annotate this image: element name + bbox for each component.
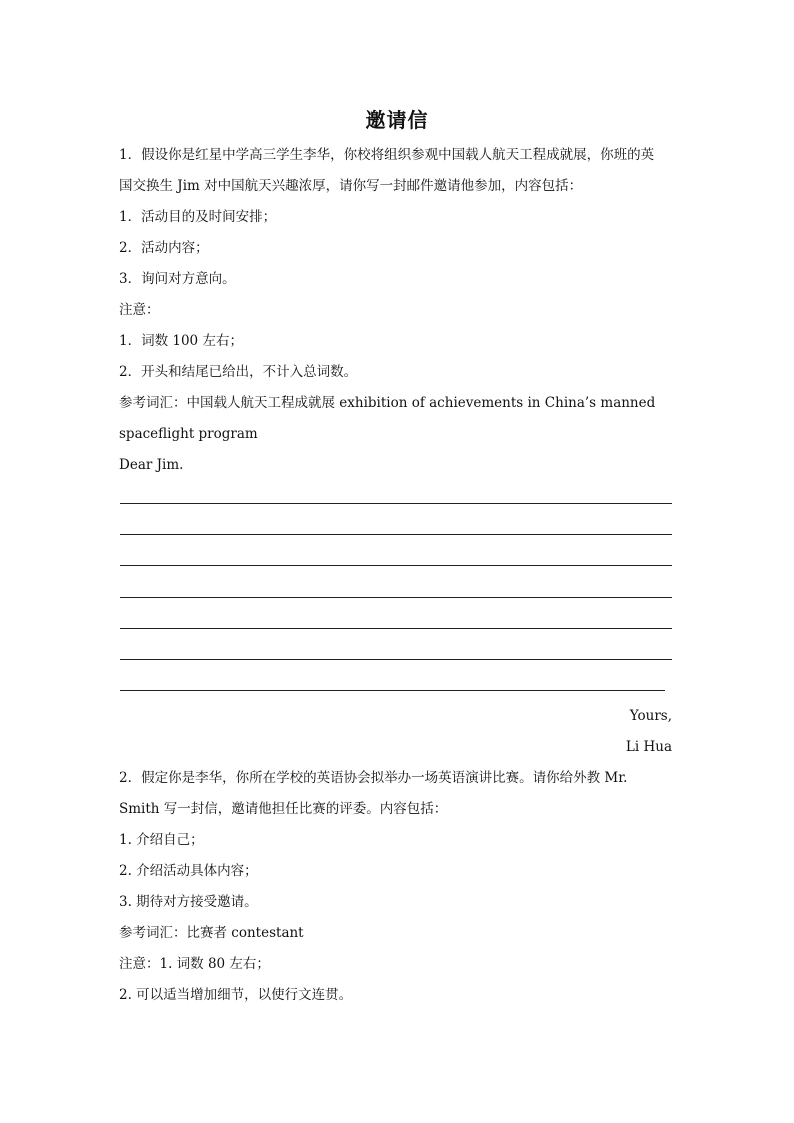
q1-item-3: 3．询问对方意向。 <box>119 271 236 287</box>
q1-notes-heading: 注意： <box>119 302 160 318</box>
q1-note-2: 2．开头和结尾已给出，不计入总词数。 <box>119 364 358 380</box>
writing-line <box>120 597 672 598</box>
q2-note-1: 注意：1. 词数 80 左右； <box>119 956 270 972</box>
q1-vocab-line1: 参考词汇：中国载人航天工程成就展 exhibition of achievements in China’s manned <box>119 395 656 411</box>
q2-item-2: 2. 介绍活动具体内容； <box>119 863 258 879</box>
q1-salutation: Dear Jim. <box>119 457 184 473</box>
q2-vocab: 参考词汇：比赛者 contestant <box>119 925 304 941</box>
page-title: 邀请信 <box>365 108 429 132</box>
q1-item-2: 2．活动内容； <box>119 240 209 256</box>
writing-line <box>120 565 672 566</box>
writing-line <box>120 503 672 504</box>
writing-line <box>120 534 672 535</box>
q1-prompt-line2: 国交换生 Jim 对中国航天兴趣浓厚，请你写一封邮件邀请他参加，内容包括： <box>119 178 583 194</box>
q1-note-1: 1．词数 100 左右； <box>119 333 243 349</box>
q1-signature: Li Hua <box>625 739 672 755</box>
q2-item-1: 1. 介绍自己； <box>119 832 204 848</box>
q2-prompt-line2: Smith 写一封信，邀请他担任比赛的评委。内容包括： <box>119 801 448 817</box>
q2-note-2: 2. 可以适当增加细节，以使行文连贯。 <box>119 987 353 1003</box>
q1-item-1: 1．活动目的及时间安排； <box>119 209 277 225</box>
q1-vocab-line2: spaceflight program <box>119 426 258 442</box>
q1-closing: Yours, <box>629 708 672 724</box>
q1-prompt-line1: 1．假设你是红星中学高三学生李华，你校将组织参观中国载人航天工程成就展，你班的英 <box>119 147 655 163</box>
writing-line <box>120 628 672 629</box>
writing-line <box>120 659 672 660</box>
q2-prompt-line1: 2．假定你是李华，你所在学校的英语协会拟举办一场英语演讲比赛。请你给外教 Mr. <box>119 770 628 786</box>
writing-line <box>120 690 665 691</box>
q2-item-3: 3. 期待对方接受邀请。 <box>119 894 258 910</box>
